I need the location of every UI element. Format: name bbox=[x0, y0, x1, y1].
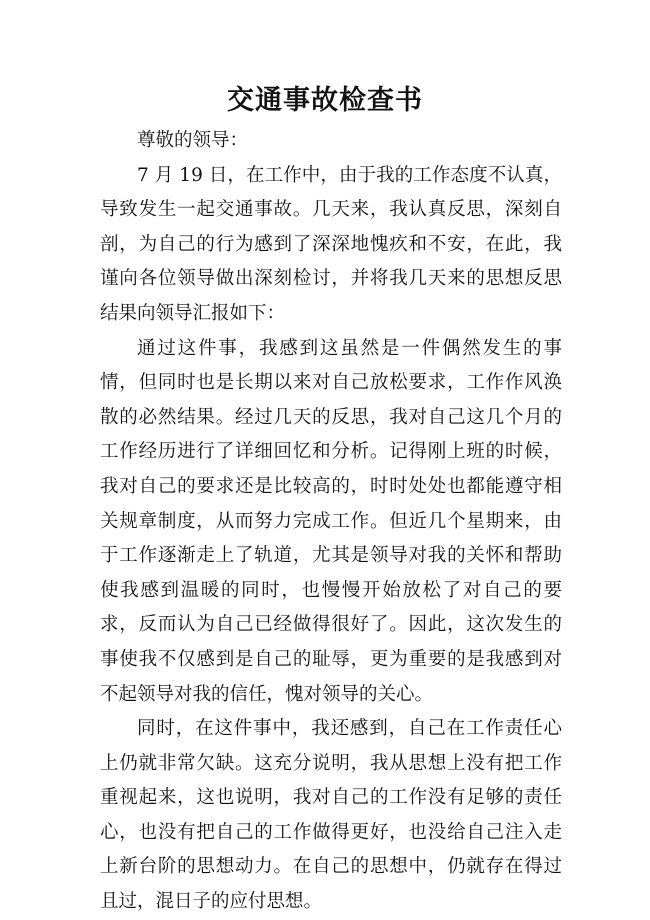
document-body bbox=[100, 124, 562, 920]
paragraph-2: 通过这件事，我感到这虽然是一件偶然发生的事情，但同时也是长期以来对自己放松要求，工作作风涣散的必然结果。经过几天的反思，我对自己这几个月的工作经历进行了详细回忆和分析。记得刚上班的时候，我对自己的要求还是比较高的，时时处处也都能遵守相关规章制度，从而努力完成工作。但近几个星期来，由于工作逐渐走上了轨道，尤其是领导对我的关怀和帮助使我感到温暖的同时，也慢慢开始放松了对自己的要求，反而认为自己已经做得很好了。因此，这次发生的事使我不仅感到是自己的耻辱，更为重要的是我感到对不起领导对我的信任，愧对领导的关心。 bbox=[100, 337, 562, 705]
paragraph-1: 7 月 19 日，在工作中，由于我的工作态度不认真，导致发生一起交通事故。几天来，我认真反思，深刻自剖，为自己的行为感到了深深地愧疚和不安，在此，我谨向各位领导做出深刻检讨，并将我几天来的思想反思结果向领导汇报如下： bbox=[100, 164, 562, 324]
paragraph-3: 同时，在这件事中，我还感到，自己在工作责任心上仍就非常欠缺。这充分说明，我从思想上没有把工作重视起来，这也说明，我对自己的工作没有足够的责任心，也没有把自己的工作做得更好，也没给自己注入走上新台阶的思想动力。在自己的思想中，仍就存在得过且过，混日子的应付思想。 bbox=[100, 718, 562, 913]
document-title: 交通事故检查书 bbox=[227, 85, 423, 116]
salutation: 尊敬的领导： bbox=[137, 130, 249, 151]
